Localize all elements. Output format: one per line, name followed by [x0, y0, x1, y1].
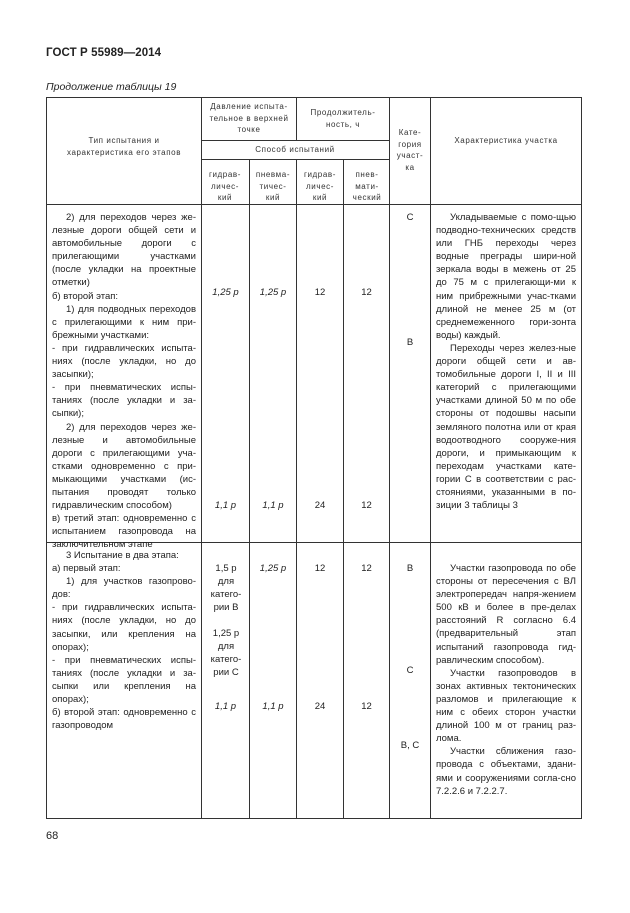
row1-duration-pneumatic: 12 — [361, 287, 372, 298]
row1-pressure-hydraulic: 1,25 р — [212, 287, 239, 298]
row2-characteristic — [436, 562, 576, 798]
header-test-type: Тип испытания и характеристика его этапов — [66, 136, 182, 157]
table-left-border — [46, 97, 47, 819]
row1-third-stage: в) третий этап: одновременно с испытанием газопровода на заключительном этапе — [52, 513, 196, 551]
row1-characteristic-underwater: Укладываемые с помо-щью подводно-технических средств или ГНБ переходы через водные преграды шири-ной зеркала воды в межень от 25 до 75 м с прилегающи-ми к ним прибрежными учас-тками длиной не менее 25 м (от среднемеженного гори-зонта воды) каждый. — [436, 212, 576, 341]
column-rule-6 — [430, 97, 431, 819]
row2-pressure-hydraulic-c: 1,25 р для катего-рии С — [210, 628, 242, 679]
header-sub-rule — [201, 159, 389, 160]
row1-characteristic-crossings: Переходы через желез-ные дороги общей сети и ав-томобильные дороги I, II и III категорий с прилегающими участками длиной 50 м по обе стороны от подошвы насыпи земляного полотна или от края водоотводного сооруже-ния дороги, и примыкающим к переходам участками кате-гории С в соответствии с рас-стояниями, указанными в по-зиции 3 таблицы 3 — [436, 342, 576, 512]
row1-hydraulic-tests: - при гидравлических испыта-ниях (после укладки, но до засыпки); — [52, 342, 196, 381]
row1-pneumatic-tests: - при пневматических испы-таниях (после укладки и за-сыпки); — [52, 382, 196, 420]
row2-category-b: В — [406, 563, 414, 574]
row2-pneumatic-tests: - при пневматических испы-таниях (после укладки и за-сыпки или крепления на опорах); — [52, 654, 196, 706]
row2-two-stage-test: 3 Испытание в два этапа: — [66, 550, 179, 561]
row1-duration-hydraulic: 12 — [314, 287, 326, 298]
row2-pressure-pneumatic: 1,25 р — [259, 563, 287, 574]
row1-duration-pneumatic-2: 12 — [361, 500, 372, 511]
row2-duration-pneumatic-2: 12 — [361, 701, 372, 712]
row2-category-bc: В, С — [400, 740, 420, 751]
row1-rail-road-crossings: 2) для переходов через же-лезные дороги общей сети и автомобильные дороги с прилегающими участками (после укладки на проектные отметки) — [52, 212, 196, 289]
row2-second-stage: б) второй этап: одновременно с газопроводом — [52, 707, 196, 732]
row1-second-stage: б) второй этап: — [52, 290, 119, 302]
table-top-border — [46, 97, 582, 98]
row2-category-c: С — [406, 665, 414, 676]
header-sub-hydraulic-2: гидрав-личес-кий — [303, 170, 337, 202]
row2-duration-hydraulic-2: 24 — [314, 701, 326, 712]
header-bottom-rule — [46, 204, 582, 205]
header-duration: Продолжитель-ность, ч — [310, 108, 376, 129]
standard-number: ГОСТ Р 55989—2014 — [46, 47, 162, 59]
table-continuation-caption: Продолжение таблицы 19 — [46, 81, 177, 93]
row1-underwater-crossings: 1) для подводных переходов с прилегающими к ним при-брежными участками: — [52, 303, 196, 341]
header-pressure: Давление испыта-тельное в верхней точке — [209, 102, 289, 134]
row1-pressure-pneumatic-2: 1,1 р — [262, 500, 284, 511]
row2-hydraulic-tests: - при гидравлических испыта-ниях (после укладки, но до засыпки, или крепления на опорах); — [52, 602, 196, 653]
row1-category-c: С — [406, 212, 414, 223]
row2-duration-hydraulic: 12 — [314, 563, 326, 574]
row2-first-stage: а) первый этап: — [52, 563, 121, 575]
row1-duration-hydraulic-2: 24 — [314, 500, 326, 511]
row1-characteristic — [436, 211, 576, 512]
header-sub-pneumatic: пневма-тичес-кий — [255, 170, 291, 202]
table-right-border — [581, 97, 582, 819]
row2-pressure-pneumatic-2: 1,1 р — [262, 701, 284, 712]
row1-category-b: В — [406, 337, 414, 348]
column-rule-3b — [296, 159, 297, 819]
header-characteristic: Характеристика участка — [454, 136, 558, 145]
header-sub-pneumatic-2: пнев-мати-ческий — [352, 170, 382, 202]
row2-characteristic-faults: Участки газопроводов в зонах активных тектонических разломов и прилегающие к ним с обеих сторон участки длиной 100 м от границ раз-лома. — [436, 667, 576, 745]
column-rule-2 — [249, 159, 250, 819]
column-rule-4 — [343, 159, 344, 819]
column-rule-3 — [296, 97, 297, 140]
header-method-rule — [201, 140, 389, 141]
row1-pressure-hydraulic-2: 1,1 р — [214, 500, 237, 511]
column-rule-5 — [389, 97, 390, 819]
row2-pressure-hydraulic-2: 1,1 р — [214, 701, 237, 712]
row1-crossings-adjacent: 2) для переходов через же-лезные и автомобильные дороги с прилегающими уча-стками одновременно с при-мыкающими участками (ис-пытания проводят только гидравлическим способом) — [52, 421, 196, 512]
row2-duration-pneumatic: 12 — [361, 563, 372, 574]
row1-pressure-pneumatic: 1,25 р — [259, 287, 287, 298]
row1-description — [52, 211, 196, 551]
header-sub-hydraulic: гидрав-личес-кий — [208, 170, 242, 202]
requirements-table — [46, 97, 582, 819]
row2-description — [52, 549, 196, 732]
table-bottom-border — [46, 818, 582, 819]
row2-characteristic-proximity: Участки сближения газо-провода с объектами, здани-ями и сооружениями согла-сно 7.2.2.6 и 7.2.2.7. — [436, 746, 576, 797]
header-category: Кате-гория участ-ка — [396, 128, 424, 172]
header-method: Способ испытаний — [255, 145, 335, 154]
row2-pressure-hydraulic-b: 1,5 р для катего-рии В — [210, 563, 242, 614]
page-number: 68 — [46, 830, 59, 842]
row2-pipeline-sections: 1) для участков газопрово-дов: — [52, 576, 196, 601]
row2-characteristic-power-lines: Участки газопровода по обе стороны от пересечения с ВЛ электропередач напря-жением 500 кВ и более в пре-делах расстояний R согласно 6.4 (предварительный этап испытаний газопровода гид-равлическим способом). — [436, 563, 576, 666]
